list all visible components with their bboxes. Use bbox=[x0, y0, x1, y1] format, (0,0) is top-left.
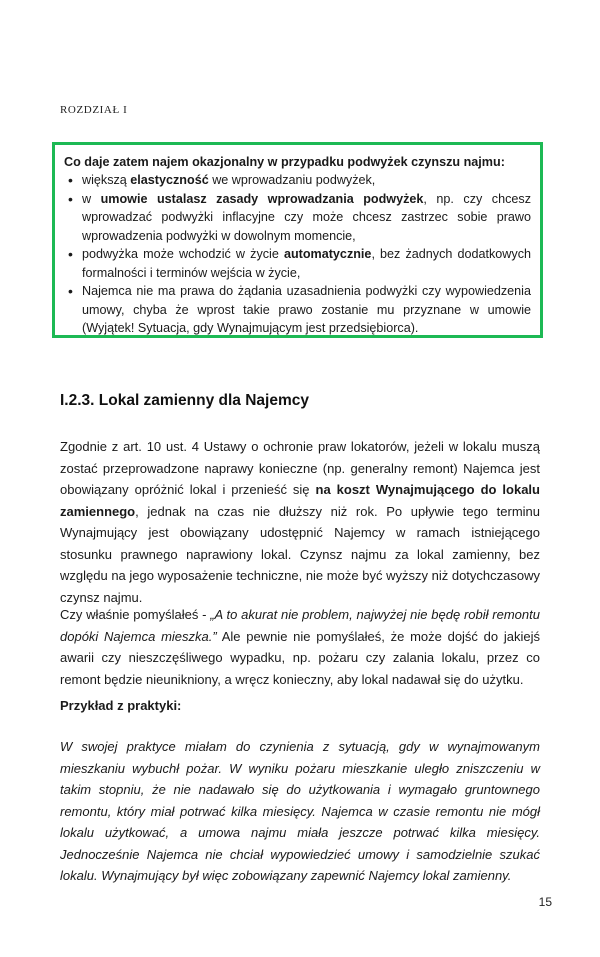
callout-item: • Najemca nie ma prawa do żądania uzasadnienia podwyżki czy wypowiedzenia umowy, chyba że wprost takie prawo zostanie mu przyznane w umowie (Wyjątek! Sytuacja, gdy Wynajmującym jest przedsiębiorca). bbox=[64, 282, 531, 338]
example-text: W swojej praktyce miałam do czynienia z sytuacją, gdy w wynajmowanym mieszkaniu wybuchł pożar. W wyniku pożaru mieszkanie uległo zniszczeniu w takim stopniu, że nie nadawało się do użytkowania i wymagało gruntownego remontu, który miał potrwać kilka miesięcy. Najemca w czasie remontu nie mógł lokalu użytkować, a umowa najmu miała jeszcze potrwać kilka miesięcy. Jednocześnie Najemca nie chciał wypowiedzieć umowy i samodzielnie szukać lokalu. Wynajmujący był więc zobowiązany zapewnić Najemcy lokal zamienny. bbox=[60, 739, 540, 883]
callout-item: • w umowie ustalasz zasady wprowadzania podwyżek, np. czy chcesz wprowadzać podwyżki inflacyjne czy może chcesz zastrzec sobie prawo wprowadzenia podwyżki w dowolnym momencie, bbox=[64, 190, 531, 246]
page-number: 15 bbox=[538, 895, 552, 909]
example-heading: Przykład z praktyki: bbox=[60, 698, 182, 713]
callout-item: • podwyżka może wchodzić w życie automatycznie, bez żadnych dodatkowych formalności i terminów wejścia w życie, bbox=[64, 245, 531, 282]
callout-list bbox=[64, 171, 531, 338]
callout-item: • większą elastyczność we wprowadzaniu podwyżek, bbox=[64, 171, 531, 190]
paragraph-renovation-thought: Czy właśnie pomyślałeś - „A to akurat nie problem, najwyżej nie będę robił remontu dopóki Najemca mieszka.” Ale pewnie nie pomyślałeś, że może dojść do jakiejś awarii czy nieszczęśliwego wypadku, np. pożaru czy zalania lokalu, przez co remont będzie nieunikniony, a wręcz konieczny, aby lokal nadawał się do użytku. bbox=[60, 607, 540, 687]
chapter-label: ROZDZIAŁ I bbox=[60, 104, 128, 116]
summary-callout-box bbox=[52, 142, 543, 338]
callout-title: Co daje zatem najem okazjonalny w przypadku podwyżek czynszu najmu: bbox=[64, 155, 505, 169]
paragraph-replacement-premises: Zgodnie z art. 10 ust. 4 Ustawy o ochronie praw lokatorów, jeżeli w lokalu muszą zostać przeprowadzone naprawy konieczne (np. generalny remont) Najemca jest obowiązany opróżnić lokal i przenieść się na koszt Wynajmującego do lokalu zamiennego, jednak na czas nie dłuższy niż rok. Po upływie tego terminu Wynajmujący jest obowiązany udostępnić Najemcy w ramach istniejącego stosunku prawnego naprawiony lokal. Czynsz najmu za lokal zamienny, bez względu na jego wyposażenie techniczne, nie może być wyższy niż dotychczasowy czynsz najmu. bbox=[60, 439, 540, 605]
section-heading: I.2.3. Lokal zamienny dla Najemcy bbox=[60, 392, 309, 409]
